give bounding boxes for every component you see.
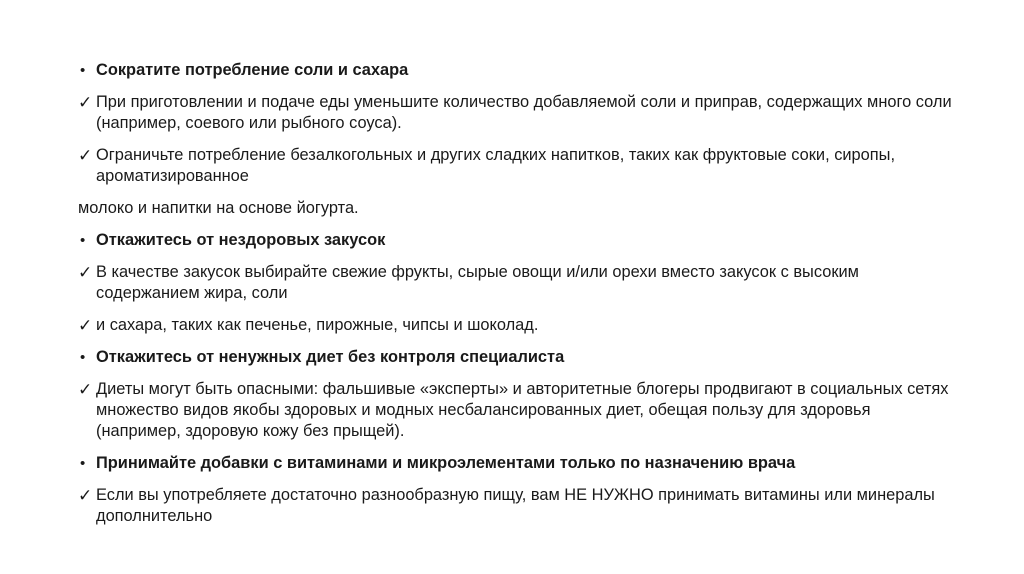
bullet-icon: • bbox=[80, 455, 86, 472]
slide-content bbox=[78, 60, 958, 527]
check-item bbox=[78, 262, 958, 304]
bullet-icon: • bbox=[80, 232, 86, 249]
check-item-text: Ограничьте потребление безалкогольных и других сладких напитков, таких как фруктовые соки, сиропы, ароматизированное bbox=[96, 146, 895, 185]
check-item bbox=[78, 315, 958, 336]
bullet-item bbox=[78, 347, 958, 368]
bullet-heading: Откажитесь от нездоровых закусок bbox=[96, 231, 386, 249]
plain-line-text: молоко и напитки на основе йогурта. bbox=[78, 199, 359, 217]
bullet-item bbox=[78, 60, 958, 81]
check-item-text: В качестве закусок выбирайте свежие фрукты, сырые овощи и/или орехи вместо закусок с высоким содержанием жира, соли bbox=[96, 263, 859, 302]
bullet-item bbox=[78, 453, 958, 474]
plain-line bbox=[78, 198, 958, 219]
checkmark-icon: ✓ bbox=[78, 380, 93, 399]
checkmark-icon: ✓ bbox=[78, 486, 93, 505]
bullet-icon: • bbox=[80, 62, 86, 79]
bullet-heading: Откажитесь от ненужных диет без контроля специалиста bbox=[96, 348, 565, 366]
checkmark-icon: ✓ bbox=[78, 263, 93, 282]
check-item-text: При приготовлении и подаче еды уменьшите количество добавляемой соли и приправ, содержащих много соли (например, соевого или рыбного соуса). bbox=[96, 93, 952, 132]
checkmark-icon: ✓ bbox=[78, 146, 93, 165]
bullet-icon: • bbox=[80, 349, 86, 366]
check-item bbox=[78, 92, 958, 134]
check-item-text: Если вы употребляете достаточно разнообразную пищу, вам НЕ НУЖНО принимать витамины или минералы дополнительно bbox=[96, 486, 935, 525]
check-item bbox=[78, 145, 958, 187]
check-item bbox=[78, 379, 958, 442]
bullet-item bbox=[78, 230, 958, 251]
checkmark-icon: ✓ bbox=[78, 316, 93, 335]
check-item-text: и сахара, таких как печенье, пирожные, чипсы и шоколад. bbox=[96, 316, 539, 334]
bullet-heading: Принимайте добавки с витаминами и микроэлементами только по назначению врача bbox=[96, 454, 796, 472]
check-item-text: Диеты могут быть опасными: фальшивые «эксперты» и авторитетные блогеры продвигают в социальных сетях множество видов якобы здоровых и модных несбалансированных диет, обещая пользу для здоровья (например, здоровую кожу без прыщей). bbox=[96, 380, 949, 440]
bullet-heading: Сократите потребление соли и сахара bbox=[96, 61, 409, 79]
check-item bbox=[78, 485, 958, 527]
checkmark-icon: ✓ bbox=[78, 93, 93, 112]
